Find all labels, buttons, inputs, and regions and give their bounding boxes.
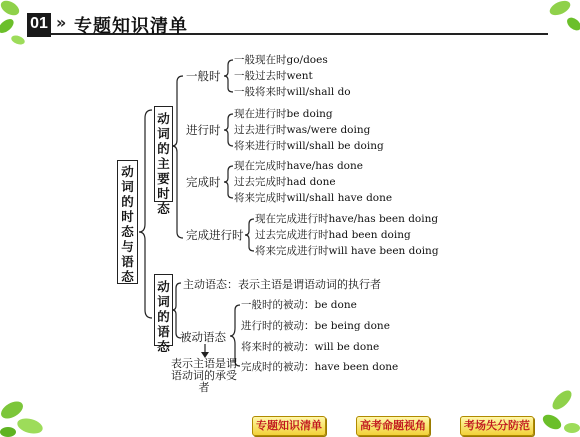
list-item: 现在完成时have/has done: [234, 160, 363, 172]
group-label-perfect: 完成时: [186, 175, 221, 189]
group-label-perfect-progressive: 完成进行时: [186, 228, 244, 242]
list-item: 过去完成进行时had been doing: [255, 229, 411, 241]
nav-button-error-prevention[interactable]: 考场失分防范: [460, 416, 534, 436]
chevron-icon: »: [56, 13, 67, 32]
list-item: 一般将来时will/shall do: [234, 86, 351, 98]
voice-box-label: 动词的语态: [157, 279, 170, 354]
list-item: 完成时的被动：have been done: [241, 361, 399, 373]
page-title: 专题知识清单: [74, 16, 188, 37]
list-item: 将来完成进行时will have been doing: [255, 245, 439, 257]
list-item: 一般现在时go/does: [234, 54, 328, 66]
list-item: 过去完成时had done: [234, 176, 336, 188]
list-item: 进行时的被动：be being done: [241, 320, 390, 332]
list-item: 一般过去时went: [234, 70, 313, 82]
voice-box: [154, 274, 173, 354]
list-item: 将来进行时will/shall be doing: [234, 140, 384, 152]
root-box: [117, 160, 138, 284]
tense-box: [154, 106, 173, 216]
nav-button-exam-perspective[interactable]: 高考命题视角: [356, 416, 430, 436]
list-item: 过去进行时was/were doing: [234, 124, 371, 136]
passive-voice-note: 表示主语是谓语动词的承受者: [171, 357, 237, 394]
list-item: 一般时的被动：be done: [241, 299, 357, 311]
passive-voice-label: 被动语态: [180, 330, 226, 344]
tense-box-label: 动词的主要时态: [157, 111, 170, 216]
root-label: 动词的时态与语态: [121, 164, 134, 284]
active-voice-text: 主动语态：表示主语是谓语动词的执行者: [183, 278, 381, 291]
group-label-progressive: 进行时: [186, 123, 221, 137]
list-item: 将来完成时will/shall have done: [234, 192, 393, 204]
list-item: 现在进行时be doing: [234, 108, 333, 120]
list-item: 现在完成进行时have/has been doing: [255, 213, 439, 225]
section-number: 01: [27, 13, 51, 37]
list-item: 将来时的被动：will be done: [241, 341, 380, 353]
nav-button-knowledge-list[interactable]: 专题知识清单: [252, 416, 326, 436]
group-label-simple: 一般时: [186, 69, 221, 83]
